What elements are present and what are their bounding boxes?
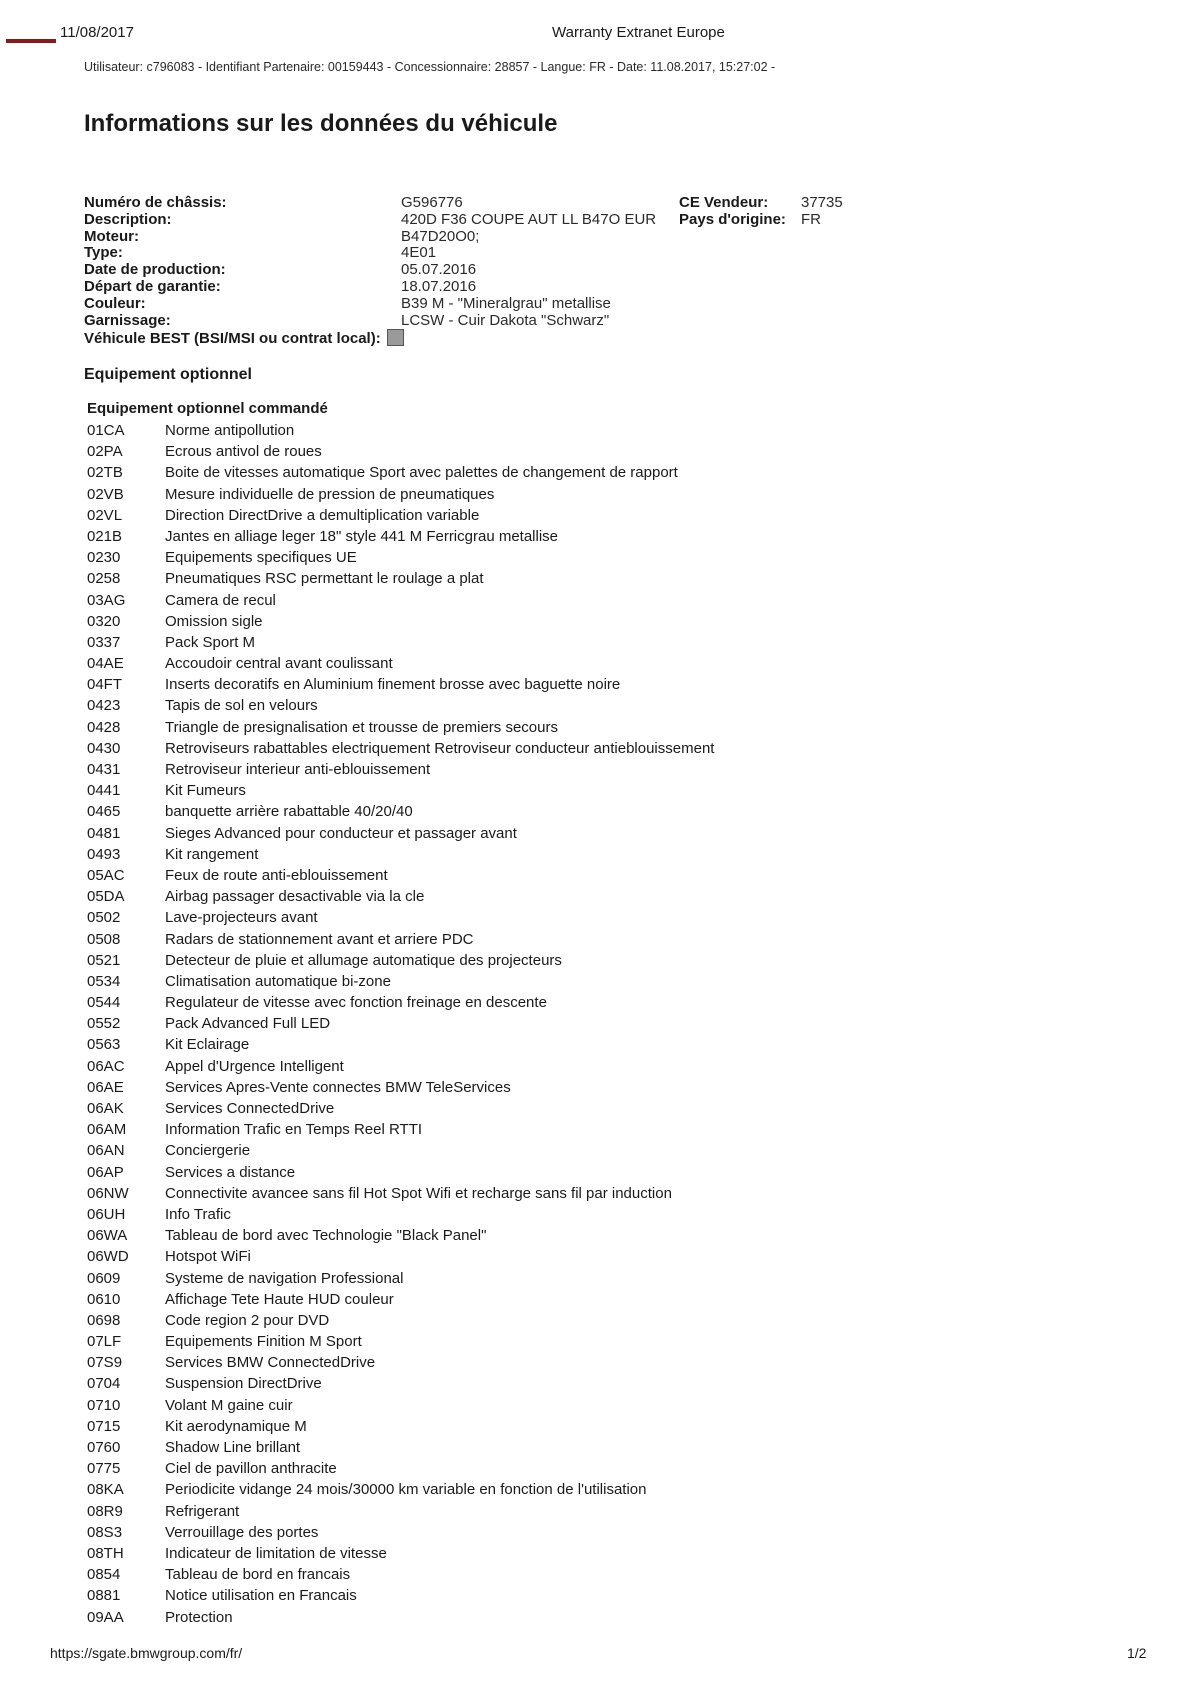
vehicle-value: B39 M - "Mineralgrau" metallise (401, 294, 611, 312)
option-code: 06WD (87, 1248, 129, 1266)
option-description: Boite de vitesses automatique Sport avec palettes de changement de rapport (165, 464, 678, 482)
option-code: 0610 (87, 1290, 121, 1308)
option-description: Mesure individuelle de pression de pneumatiques (165, 485, 495, 503)
option-description: Accoudoir central avant coulissant (165, 655, 393, 673)
option-description: Kit aerodynamique M (165, 1417, 307, 1435)
option-code: 0423 (87, 697, 121, 715)
option-code: 06UH (87, 1205, 126, 1223)
option-code: 0775 (87, 1460, 121, 1478)
option-description: Services Apres-Vente connectes BMW TeleServices (165, 1078, 511, 1096)
option-code: 0552 (87, 1015, 121, 1033)
option-description: Radars de stationnement avant et arriere PDC (165, 930, 474, 948)
option-code: 0441 (87, 782, 121, 800)
best-vehicle-checkbox[interactable] (387, 329, 404, 346)
app-title: Warranty Extranet Europe (552, 24, 725, 41)
option-code: 07LF (87, 1333, 122, 1351)
option-code: 08KA (87, 1481, 124, 1499)
option-code: 04AE (87, 655, 124, 673)
option-description: Refrigerant (165, 1502, 240, 1520)
option-description: Equipements Finition M Sport (165, 1333, 362, 1351)
option-description: Jantes en alliage leger 18" style 441 M Ferricgrau metallise (165, 527, 559, 545)
option-description: Systeme de navigation Professional (165, 1269, 404, 1287)
option-code: 09AA (87, 1608, 124, 1626)
option-description: Pack Advanced Full LED (165, 1015, 331, 1033)
option-description: Code region 2 pour DVD (165, 1311, 330, 1329)
option-description: Direction DirectDrive a demultiplication variable (165, 506, 480, 524)
option-code: 07S9 (87, 1354, 123, 1372)
option-description: Affichage Tete Haute HUD couleur (165, 1290, 394, 1308)
option-description: Protection (165, 1608, 233, 1626)
user-info-line: Utilisateur: c796083 - Identifiant Partenaire: 00159443 - Concessionnaire: 28857 - Langue: FR - Date: 11.08.2017, 15:27:02 - (84, 60, 776, 74)
vehicle-label: Couleur: (84, 294, 146, 312)
option-code: 0710 (87, 1396, 121, 1414)
options-section-title: Equipement optionnel (84, 366, 252, 383)
option-code: 0428 (87, 718, 121, 736)
option-description: Sieges Advanced pour conducteur et passager avant (165, 824, 517, 842)
option-code: 0493 (87, 845, 121, 863)
option-code: 0465 (87, 803, 121, 821)
option-description: Omission sigle (165, 612, 263, 630)
option-description: Ciel de pavillon anthracite (165, 1460, 337, 1478)
option-description: Connectivite avancee sans fil Hot Spot Wifi et recharge sans fil par induction (165, 1184, 672, 1202)
option-code: 0563 (87, 1036, 121, 1054)
option-description: Retroviseur interieur anti-eblouissement (165, 761, 431, 778)
option-description: Feux de route anti-eblouissement (165, 866, 388, 884)
option-code: 06NW (87, 1184, 129, 1202)
option-description: Services ConnectedDrive (165, 1100, 335, 1117)
option-code: 0698 (87, 1311, 121, 1329)
option-code: 0431 (87, 761, 121, 778)
option-description: Camera de recul (165, 591, 276, 609)
option-code: 0230 (87, 549, 121, 567)
vehicle-label: Type: (84, 244, 123, 262)
option-code: 02VL (87, 506, 123, 524)
vehicle-label: Date de production: (84, 261, 226, 279)
vendor-label: CE Vendeur: (679, 194, 769, 211)
option-description: Appel d'Urgence Intelligent (165, 1057, 344, 1075)
vehicle-value: 4E01 (401, 244, 437, 262)
option-description: Shadow Line brillant (165, 1439, 301, 1456)
vehicle-value: 05.07.2016 (401, 261, 477, 279)
vendor-value: FR (801, 210, 821, 228)
option-description: Tableau de bord avec Technologie "Black Panel" (165, 1227, 487, 1245)
vehicle-value: 18.07.2016 (401, 277, 477, 295)
option-description: Pneumatiques RSC permettant le roulage a plat (165, 570, 484, 588)
option-description: Conciergerie (165, 1142, 251, 1160)
option-description: Suspension DirectDrive (165, 1375, 322, 1393)
vehicle-value: LCSW - Cuir Dakota "Schwarz" (401, 311, 610, 329)
option-code: 02PA (87, 443, 123, 461)
best-vehicle-label: Véhicule BEST (BSI/MSI ou contrat local): (84, 329, 404, 348)
option-description: Triangle de presignalisation et trousse de premiers secours (165, 718, 558, 736)
option-code: 08R9 (87, 1502, 123, 1520)
options-ordered-title: Equipement optionnel commandé (87, 400, 328, 417)
vendor-value: 37735 (801, 194, 843, 211)
option-code: 0508 (87, 930, 121, 948)
vehicle-label: Description: (84, 210, 172, 228)
option-code: 0760 (87, 1439, 121, 1456)
option-description: Lave-projecteurs avant (165, 909, 318, 927)
option-description: Services BMW ConnectedDrive (165, 1354, 376, 1372)
vehicle-value: 420D F36 COUPE AUT LL B47O EUR (401, 210, 657, 228)
vehicle-value: B47D20O0; (401, 227, 480, 245)
option-description: Regulateur de vitesse avec fonction freinage en descente (165, 994, 547, 1012)
vehicle-value: G596776 (401, 194, 463, 211)
vehicle-label: Départ de garantie: (84, 277, 221, 295)
option-code: 0430 (87, 739, 121, 757)
option-code: 06AK (87, 1100, 124, 1117)
print-date: 11/08/2017 (60, 24, 134, 41)
option-description: Tapis de sol en velours (165, 697, 318, 715)
option-code: 05DA (87, 888, 125, 906)
option-description: Pack Sport M (165, 633, 256, 651)
option-description: banquette arrière rabattable 40/20/40 (165, 803, 413, 821)
option-code: 06AC (87, 1057, 125, 1075)
option-description: Services a distance (165, 1163, 296, 1181)
option-code: 03AG (87, 591, 126, 609)
scan-mark (6, 39, 56, 43)
option-description: Tableau de bord en francais (165, 1566, 351, 1584)
option-description: Hotspot WiFi (165, 1248, 251, 1266)
option-description: Info Trafic (165, 1205, 231, 1223)
vendor-label: Pays d'origine: (679, 210, 786, 228)
option-code: 06AM (87, 1121, 127, 1139)
option-description: Climatisation automatique bi-zone (165, 972, 391, 990)
option-description: Kit rangement (165, 845, 259, 863)
option-description: Notice utilisation en Francais (165, 1587, 357, 1605)
option-code: 0881 (87, 1587, 121, 1605)
option-description: Indicateur de limitation de vitesse (165, 1544, 387, 1562)
footer-url: https://sgate.bmwgroup.com/fr/ (50, 1645, 243, 1661)
option-code: 0544 (87, 994, 121, 1012)
option-description: Inserts decoratifs en Aluminium finement brosse avec baguette noire (165, 676, 621, 694)
option-code: 0337 (87, 633, 121, 651)
option-code: 04FT (87, 676, 123, 694)
option-code: 0481 (87, 824, 121, 842)
option-description: Information Trafic en Temps Reel RTTI (165, 1121, 423, 1139)
option-description: Verrouillage des portes (165, 1523, 319, 1541)
option-description: Volant M gaine cuir (165, 1396, 293, 1414)
option-code: 01CA (87, 422, 125, 439)
option-code: 08S3 (87, 1523, 123, 1541)
option-code: 08TH (87, 1544, 124, 1562)
option-code: 0320 (87, 612, 121, 630)
option-description: Kit Fumeurs (165, 782, 246, 800)
vehicle-label: Numéro de châssis: (84, 194, 227, 211)
option-code: 02VB (87, 485, 124, 503)
option-description: Retroviseurs rabattables electriquement Retroviseur conducteur antieblouissement (165, 739, 715, 757)
option-description: Norme antipollution (165, 422, 295, 439)
option-code: 021B (87, 527, 123, 545)
option-description: Ecrous antivol de roues (165, 443, 322, 461)
option-code: 0715 (87, 1417, 121, 1435)
option-code: 06AP (87, 1163, 124, 1181)
option-description: Kit Eclairage (165, 1036, 250, 1054)
option-description: Airbag passager desactivable via la cle (165, 888, 425, 906)
option-code: 0502 (87, 909, 121, 927)
option-code: 0609 (87, 1269, 121, 1287)
vehicle-label: Garnissage: (84, 311, 171, 329)
option-code: 0854 (87, 1566, 121, 1584)
option-description: Equipements specifiques UE (165, 549, 357, 567)
option-code: 0534 (87, 972, 121, 990)
page-number: 1/2 (1127, 1645, 1147, 1661)
option-code: 06AN (87, 1142, 125, 1160)
vehicle-label: Moteur: (84, 227, 139, 245)
option-description: Periodicite vidange 24 mois/30000 km variable en fonction de l'utilisation (165, 1481, 647, 1499)
option-code: 06AE (87, 1078, 124, 1096)
option-code: 02TB (87, 464, 123, 482)
page-title: Informations sur les données du véhicule (84, 110, 558, 137)
option-code: 05AC (87, 866, 125, 884)
option-description: Detecteur de pluie et allumage automatique des projecteurs (165, 951, 562, 969)
option-code: 0704 (87, 1375, 121, 1393)
option-code: 06WA (87, 1227, 128, 1245)
option-code: 0258 (87, 570, 121, 588)
option-code: 0521 (87, 951, 121, 969)
